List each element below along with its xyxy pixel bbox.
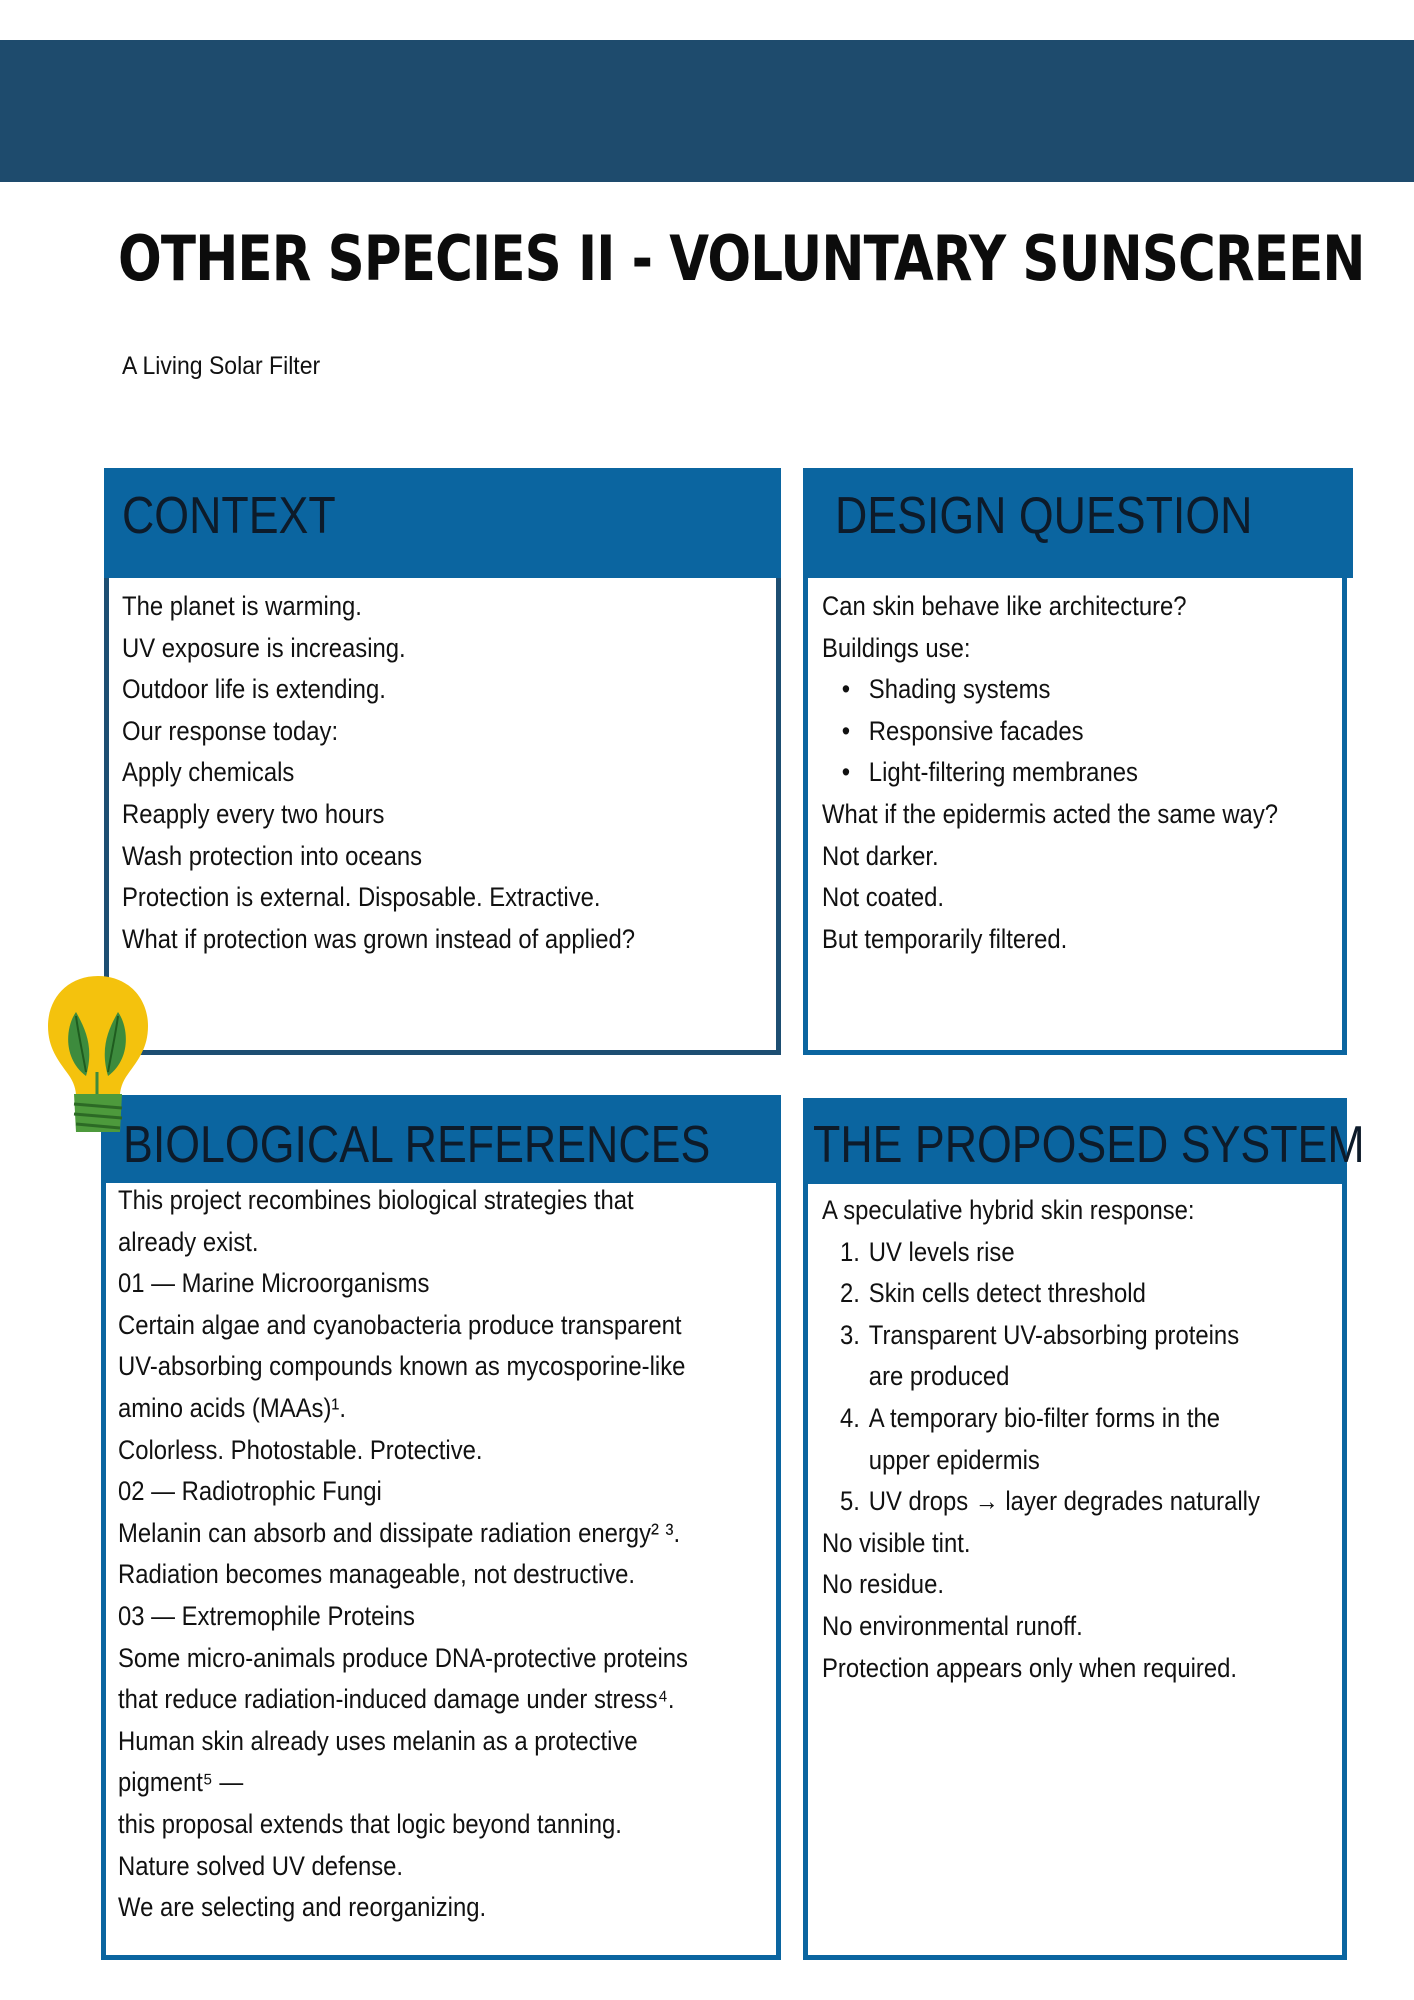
context-line: UV exposure is increasing. xyxy=(122,632,406,663)
proposed-system-text xyxy=(822,1190,1260,1689)
step-number: 1. xyxy=(840,1236,860,1267)
step-text: upper epidermis xyxy=(868,1444,1040,1475)
context-header xyxy=(104,468,781,578)
lightbulb-icon xyxy=(42,972,154,1144)
design-question-line: What if the epidermis acted the same way? xyxy=(822,798,1279,829)
proposed-system-heading: THE PROPOSED SYSTEM xyxy=(813,1116,1365,1174)
reference-line: 03 — Extremophile Proteins xyxy=(118,1600,415,1631)
design-question-text xyxy=(822,586,1278,960)
page-subtitle: A Living Solar Filter xyxy=(122,352,321,380)
list-item xyxy=(822,1315,1260,1398)
context-line: Protection is external. Disposable. Extractive. xyxy=(122,882,601,913)
context-line: Wash protection into oceans xyxy=(122,840,423,871)
proposed-system-line: No residue. xyxy=(822,1569,944,1600)
proposed-system-line: No environmental runoff. xyxy=(822,1610,1083,1641)
context-line: Reapply every two hours xyxy=(122,798,385,829)
steps-list xyxy=(822,1232,1260,1523)
step-text: are produced xyxy=(868,1361,1010,1392)
step-text: Transparent UV-absorbing proteins xyxy=(868,1319,1240,1350)
reference-line: Certain algae and cyanobacteria produce transparent xyxy=(118,1309,682,1340)
reference-line: UV-absorbing compounds known as mycosporine-like xyxy=(118,1351,686,1382)
step-number: 4. xyxy=(840,1402,860,1433)
step-number: 3. xyxy=(840,1319,860,1350)
reference-line: amino acids (MAAs)¹. xyxy=(118,1392,346,1423)
design-question-line: But temporarily filtered. xyxy=(822,923,1068,954)
reference-line: Colorless. Photostable. Protective. xyxy=(118,1434,483,1465)
biological-references-text xyxy=(118,1180,688,1929)
design-question-header xyxy=(803,468,1353,578)
reference-line: 01 — Marine Microorganisms xyxy=(118,1268,430,1299)
design-question-line: Not darker. xyxy=(822,840,939,871)
design-question-line: Can skin behave like architecture? xyxy=(822,591,1187,621)
proposed-system-header xyxy=(803,1098,1365,1184)
reference-line: Melanin can absorb and dissipate radiation energy² ³. xyxy=(118,1517,681,1548)
list-item: • Light-filtering membranes xyxy=(822,752,1278,794)
step-text: UV levels rise xyxy=(868,1236,1015,1267)
design-question-heading: DESIGN QUESTION xyxy=(835,487,1253,545)
reference-line: this proposal extends that logic beyond tanning. xyxy=(118,1808,622,1839)
page-title: OTHER SPECIES II - VOLUNTARY SUNSCREEN xyxy=(118,222,1365,295)
step-text: Skin cells detect threshold xyxy=(868,1278,1146,1309)
context-line: The planet is warming. xyxy=(122,591,362,621)
list-item: • Responsive facades xyxy=(822,711,1278,753)
top-banner xyxy=(0,40,1414,182)
context-line: Outdoor life is extending. xyxy=(122,674,386,705)
reference-line: Human skin already uses melanin as a protective xyxy=(118,1725,638,1756)
context-line: Our response today: xyxy=(122,715,339,746)
list-item xyxy=(822,1398,1260,1481)
design-question-line: Not coated. xyxy=(822,882,944,913)
context-line: Apply chemicals xyxy=(122,757,295,788)
reference-line: already exist. xyxy=(118,1226,259,1257)
list-item xyxy=(822,1232,1260,1274)
proposed-system-line: No visible tint. xyxy=(822,1527,971,1558)
context-line: What if protection was grown instead of applied? xyxy=(122,923,636,954)
step-number: 5. xyxy=(840,1486,860,1517)
step-text: A temporary bio-filter forms in the xyxy=(868,1402,1221,1433)
biological-references-header xyxy=(101,1095,781,1183)
context-heading: CONTEXT xyxy=(122,487,336,545)
reference-line: This project recombines biological strategies that xyxy=(118,1185,634,1215)
proposed-system-line: A speculative hybrid skin response: xyxy=(822,1195,1195,1225)
reference-line: pigment⁵ — xyxy=(118,1767,244,1798)
context-text xyxy=(122,586,635,960)
step-number: 2. xyxy=(840,1278,860,1309)
biological-references-heading: BIOLOGICAL REFERENCES xyxy=(123,1116,711,1174)
design-question-line: Buildings use: xyxy=(822,632,971,663)
proposed-system-line: Protection appears only when required. xyxy=(822,1652,1237,1683)
reference-line: Nature solved UV defense. xyxy=(118,1850,404,1881)
step-text: UV drops → layer degrades naturally xyxy=(868,1486,1260,1517)
reference-line: that reduce radiation-induced damage under stress⁴. xyxy=(118,1684,675,1715)
list-item: • Shading systems xyxy=(822,669,1278,711)
reference-line: Some micro-animals produce DNA-protective proteins xyxy=(118,1642,688,1673)
buildings-list xyxy=(822,669,1278,794)
reference-line: We are selecting and reorganizing. xyxy=(118,1892,487,1923)
list-item xyxy=(822,1481,1260,1523)
reference-line: 02 — Radiotrophic Fungi xyxy=(118,1476,382,1507)
reference-line: Radiation becomes manageable, not destructive. xyxy=(118,1559,636,1590)
list-item xyxy=(822,1273,1260,1315)
